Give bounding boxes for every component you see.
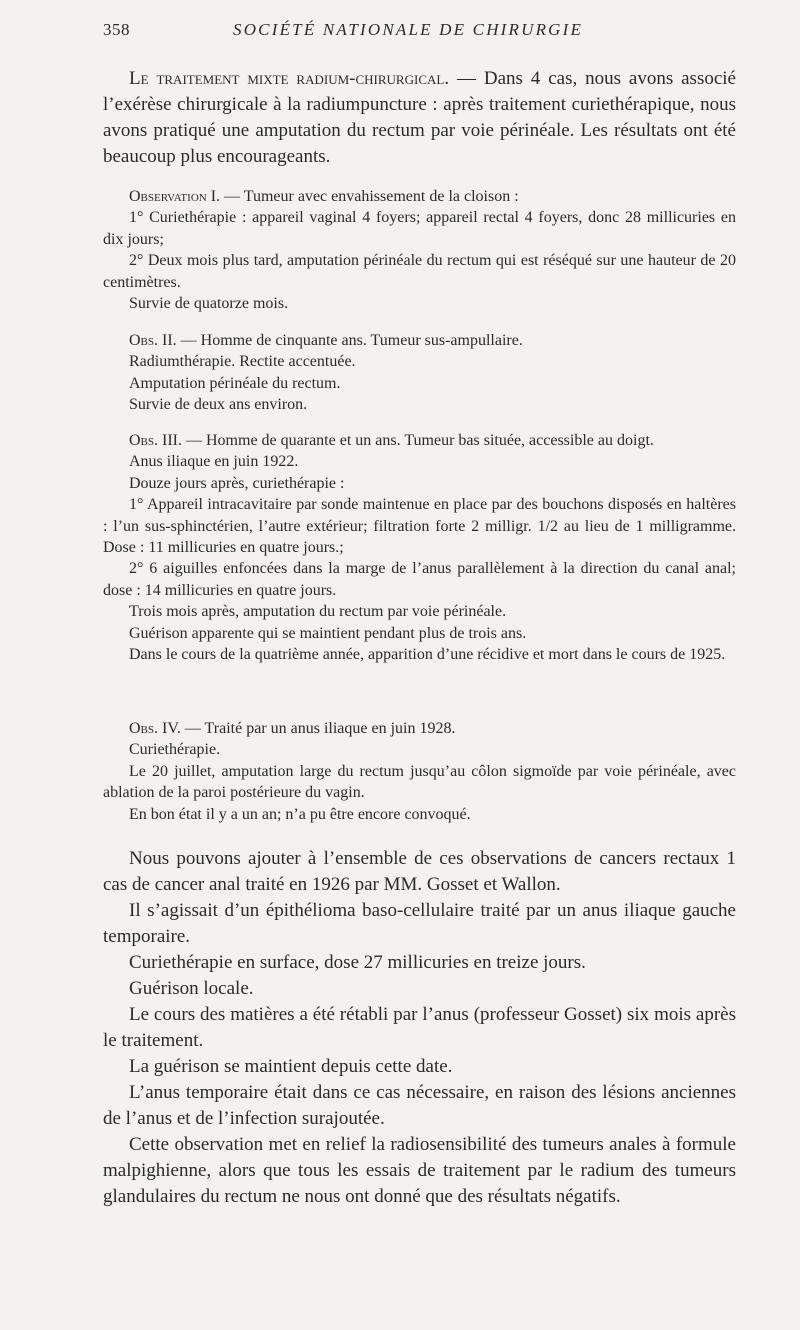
obs3-line: — Homme de quarante et un ans. Tumeur bas située, accessible au doigt.	[182, 432, 654, 449]
observation-3	[103, 430, 736, 665]
conclusion-paragraph: La guérison se maintient depuis cette date.	[129, 1056, 453, 1077]
conclusion-paragraph: Guérison locale.	[129, 978, 254, 999]
running-head: SOCIÉTÉ NATIONALE DE CHIRURGIE	[233, 20, 584, 39]
obs3-line: Douze jours après, curiethérapie :	[129, 474, 345, 492]
page-number: 358	[103, 20, 130, 39]
observation-1	[103, 186, 736, 314]
obs3-line: 2° 6 aiguilles enfoncées dans la marge de l’anus parallèlement à la direction du canal anal; dose : 14 millicuries en quatre jours.	[103, 560, 736, 599]
conclusion-section	[103, 846, 736, 1210]
obs1-line: — Tumeur avec envahissement de la cloison :	[220, 188, 519, 205]
obs4-label: Obs. IV.	[129, 720, 181, 737]
obs4-line: En bon état il y a un an; n’a pu être encore convoqué.	[129, 805, 471, 823]
intro-paragraph	[103, 66, 736, 170]
obs4-line: — Traité par un anus iliaque en juin 1928.	[180, 720, 456, 737]
obs3-line: Guérison apparente qui se maintient pendant plus de trois ans.	[129, 624, 527, 642]
intro-section	[103, 66, 736, 170]
obs1-line: 1° Curiethérapie : appareil vaginal 4 foyers; appareil rectal 4 foyers, donc 28 millicuries en dix jours;	[103, 209, 736, 248]
obs4-heading-line	[103, 718, 736, 739]
obs1-line: 2° Deux mois plus tard, amputation périnéale du rectum qui est réséqué sur une hauteur de 20 centimètres.	[103, 252, 736, 291]
obs1-label: Observation I.	[129, 188, 221, 205]
obs2-line: Survie de deux ans environ.	[129, 396, 308, 414]
intro-title: Le traitement mixte radium-chirurgical.	[129, 68, 450, 89]
obs4-line: Curiethérapie.	[129, 741, 221, 759]
obs3-line: 1° Appareil intracavitaire par sonde maintenue en place par des bouchons disposés en haltères : l’un sus-sphinctérien, l’autre extérieur; filtration forte 2 milligr. 1/2 au lieu de 1 milligramme. Dose : 11 millicuries en quatre jours.;	[103, 496, 736, 557]
conclusion-paragraph: Curiethérapie en surface, dose 27 millicuries en treize jours.	[129, 952, 586, 973]
conclusion-paragraph: L’anus temporaire était dans ce cas nécessaire, en raison des lésions anciennes de l’anus et de l’infection surajoutée.	[103, 1082, 736, 1129]
obs2-line: — Homme de cinquante ans. Tumeur sus-ampullaire.	[176, 332, 523, 349]
obs2-heading-line	[103, 330, 736, 351]
obs2-line: Radiumthérapie. Rectite accentuée.	[129, 353, 356, 371]
observation-2	[103, 330, 736, 416]
conclusion-paragraph: Nous pouvons ajouter à l’ensemble de ces observations de cancers rectaux 1 cas de cancer anal traité en 1926 par MM. Gosset et Wallon.	[103, 848, 736, 895]
observation-4	[103, 718, 736, 825]
conclusion-paragraph: Le cours des matières a été rétabli par l’anus (professeur Gosset) six mois après le traitement.	[103, 1004, 736, 1051]
conclusion-paragraph: Cette observation met en relief la radiosensibilité des tumeurs anales à formule malpighienne, alors que tous les essais de traitement par le radium des tumeurs glandulaires du rectum ne nous ont donné que des résultats négatifs.	[103, 1134, 736, 1207]
intro-text: — Dans 4 cas, nous avons associé l’exérèse chirurgicale à la radiumpuncture : après traitement curiethérapique, nous avons pratiqué une amputation du rectum par voie périnéale. Les résultats ont été beaucoup plus encourageants.	[103, 68, 736, 167]
page-header	[103, 20, 735, 46]
obs2-label: Obs. II.	[129, 332, 177, 349]
conclusion-paragraph: Il s’agissait d’un épithélioma baso-cellulaire traité par un anus iliaque gauche temporaire.	[103, 900, 736, 947]
obs1-line: Survie de quatorze mois.	[129, 295, 289, 313]
obs4-line: Le 20 juillet, amputation large du rectum jusqu’au côlon sigmoïde par voie périnéale, avec ablation de la paroi postérieure du vagin.	[103, 762, 736, 802]
obs3-line: Anus iliaque en juin 1922.	[129, 453, 299, 471]
obs3-label: Obs. III.	[129, 432, 182, 449]
obs3-line: Dans le cours de la quatrième année, apparition d’une récidive et mort dans le cours de 1925.	[129, 646, 726, 664]
obs2-line: Amputation périnéale du rectum.	[129, 374, 341, 392]
obs3-line: Trois mois après, amputation du rectum par voie périnéale.	[129, 603, 507, 621]
obs3-heading-line	[103, 430, 736, 451]
obs1-heading-line	[103, 186, 736, 207]
